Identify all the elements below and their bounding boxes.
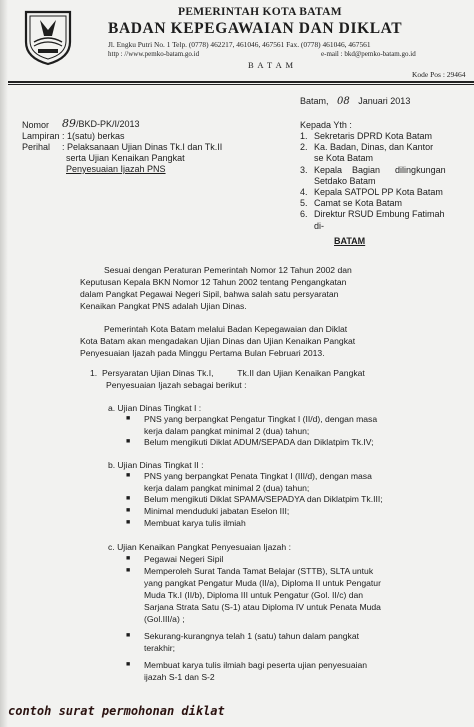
recipient-item: 6. Direktur RSUD Embung Fatimah	[300, 209, 445, 220]
section-c-line: Membuat karya tulis ilmiah bagi peserta ujian penyesuaian	[144, 660, 368, 670]
agency-address: Jl. Engku Putri No. 1 Telp. (0778) 462217, 461046, 467561 Fax. (0778) 461046, 467561	[108, 40, 371, 49]
paragraph-1-line: Kenaikan Pangkat PNS adalah Ujian Dinas.	[80, 301, 247, 311]
section-c-line: terakhir;	[144, 643, 176, 653]
section-a-line: kerja dalam pangkat minimal 2 (dua) tahun;	[144, 426, 310, 436]
section-a-line: PNS yang berpangkat Pengatur Tingkat I (II/d), dengan masa	[144, 414, 378, 424]
section-b-line: kerja dalam pangkat minimal 2 (dua) tahun;	[144, 483, 310, 493]
perihal-label: Perihal	[22, 142, 51, 152]
recipient-place: BATAM	[334, 236, 366, 246]
paragraph-2-line: Kota Batam akan mengadakan Ujian Dinas dan Ujian Kenaikan Pangkat	[80, 336, 356, 346]
date-day-handwritten: 08	[337, 96, 350, 107]
section-a-title: a. Ujian Dinas Tingkat I :	[108, 403, 202, 413]
paragraph-1-line: dalam Pangkat Pegawai Negeri Sipil, bahwa salah satu persyaratan	[80, 289, 339, 299]
paragraph-1-line: Keputusan Kepala BKN Nomor 12 Tahun 2002 tentang Pengangkatan	[80, 277, 347, 287]
caption-footer: contoh surat permohonan diklat	[8, 704, 225, 718]
section-c-line: Sarjana Strata Satu (S-1) atau Diploma IV untuk Penata Muda	[144, 602, 381, 612]
recipients-header: Kepada Yth :	[300, 120, 352, 130]
bullet-icon: ■	[126, 472, 131, 479]
section-c-line: Sekurang-kurangnya telah 1 (satu) tahun dalam pangkat	[144, 631, 359, 641]
section-b-line: PNS yang berpangkat Penata Tingkat I (III/d), dengan masa	[144, 471, 372, 481]
bullet-icon: ■	[126, 507, 131, 514]
lampiran-value: : 1(satu) berkas	[62, 131, 125, 141]
section-c-line: ijazah S-1 dan S-2	[144, 672, 215, 682]
nomor-value	[62, 118, 140, 130]
requirement-item-1-cont: Penyesuaian Ijazah sebagai berikut :	[106, 380, 247, 390]
requirement-item-1: 1. Persyaratan Ujian Dinas Tk.I, Tk.II dan Ujian Kenaikan Pangkat	[90, 368, 365, 378]
recipient-item: 3. Kepala Bagian dilingkungan	[300, 164, 446, 175]
postal-code: Kode Pos : 29464	[412, 70, 466, 79]
section-c-line: yang pangkat Pengatur Muda (II/a), Diploma II untuk Pengatur	[144, 578, 381, 588]
section-c-line: Pegawai Negeri Sipil	[144, 554, 224, 564]
bullet-icon: ■	[126, 495, 131, 502]
section-b-line: Membuat karya tulis ilmiah	[144, 518, 246, 528]
recipient-item: se Kota Batam	[314, 153, 374, 164]
scan-edge-shadow	[0, 0, 8, 727]
recipient-item: 1. Sekretaris DPRD Kota Batam	[300, 131, 433, 141]
bullet-icon: ■	[126, 415, 131, 422]
section-b-line: Minimal menduduki jabatan Eselon III;	[144, 506, 290, 516]
date-month-year: Januari 2013	[358, 96, 411, 106]
bullet-icon: ■	[126, 567, 131, 574]
section-b-title: b. Ujian Dinas Tingkat II :	[108, 460, 204, 470]
section-a-line: Belum mengikuti Diklat ADUM/SEPADA dan Diklatpim Tk.IV;	[144, 437, 374, 447]
batam-city-emblem-icon	[22, 8, 74, 66]
recipient-item: di-	[314, 220, 325, 231]
perihal-line-1: : Pelaksanaan Ujian Dinas Tk.I dan Tk.II	[62, 142, 223, 152]
nomor-code: /BKD-PK/I/2013	[76, 119, 140, 129]
letterhead-rule-thick	[8, 81, 474, 83]
nomor-label: Nomor	[22, 120, 50, 130]
agency-name: BADAN KEPEGAWAIAN DAN DIKLAT	[108, 20, 403, 37]
section-c-line: (Gol.III/a) ;	[144, 614, 185, 624]
section-c-title: c. Ujian Kenaikan Pangkat Penyesuaian Ijazah :	[108, 542, 291, 552]
bullet-icon: ■	[126, 438, 131, 445]
bullet-icon: ■	[126, 519, 131, 526]
recipient-item: 2. Ka. Badan, Dinas, dan Kantor	[300, 142, 434, 153]
agency-email: e-mail : bkd@pemko-batam.go.id	[321, 50, 416, 58]
recipient-item: 4. Kepala SATPOL PP Kota Batam	[300, 186, 443, 197]
bullet-icon: ■	[126, 555, 131, 562]
bullet-icon: ■	[126, 661, 131, 668]
letterhead-rule-thin	[8, 84, 474, 85]
paragraph-1-line: Sesuai dengan Peraturan Pemerintah Nomor 12 Tahun 2002 dan	[104, 265, 352, 275]
recipient-item: Setdako Batam	[314, 175, 376, 186]
lampiran-label: Lampiran	[22, 131, 60, 141]
paragraph-2-line: Pemerintah Kota Batam melalui Badan Kepegawaian dan Diklat	[104, 324, 348, 334]
section-c-line: Muda Tk.I (II/b), Diploma III untuk Pengatur (Gol. II/c) dan	[144, 590, 364, 600]
perihal-line-3: Penyesuaian Ijazah PNS	[66, 164, 166, 174]
government-name: PEMERINTAH KOTA BATAM	[178, 6, 342, 18]
section-c-line: Memperoleh Surat Tanda Tamat Belajar (STTB), SLTA untuk	[144, 566, 374, 576]
perihal-line-2: serta Ujian Kenaikan Pangkat	[66, 153, 185, 163]
agency-website: http : //www.pemko-batam.go.id	[108, 50, 200, 58]
letter-date	[300, 96, 410, 107]
bullet-icon: ■	[126, 632, 131, 639]
letterhead-city: B A T A M	[248, 60, 295, 70]
paragraph-2-line: Penyesuaian Ijazah pada Minggu Pertama Bulan Februari 2013.	[80, 348, 325, 358]
section-b-line: Belum mengikuti Diklat SPAMA/SEPADYA dan Diklatpim Tk.III;	[144, 494, 383, 504]
recipient-list	[300, 131, 446, 232]
recipient-item: 5. Camat se Kota Batam	[300, 198, 403, 209]
svg-text:BATAM: BATAM	[42, 53, 54, 57]
date-prefix: Batam,	[300, 96, 329, 106]
nomor-handwritten: 89	[62, 117, 76, 130]
